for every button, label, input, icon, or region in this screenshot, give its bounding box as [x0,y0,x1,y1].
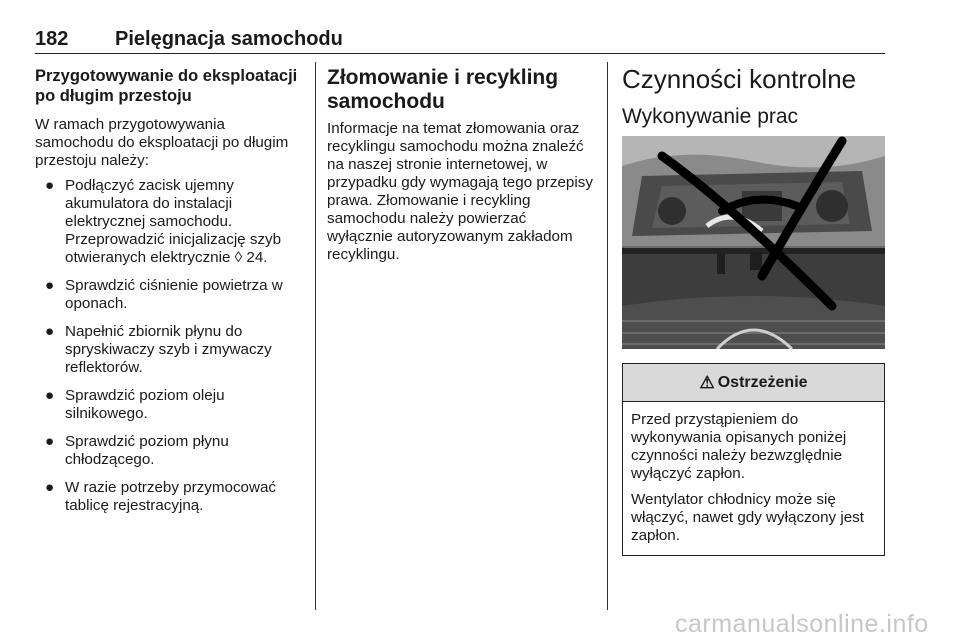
engine-bay-illustration [622,136,885,349]
engine-bay-photo [622,136,885,349]
section-heading: Wykonywanie prac [622,105,799,128]
warning-triangle-icon: ⚠ [699,372,715,392]
list-item: ● Sprawdzić poziom oleju silnikowego. [45,387,225,422]
list-item: ● Sprawdzić poziom płynu chłodzącego. [45,433,229,468]
list-item: ● W razie potrzeby przymocować tablicę rejestracyjną. [45,479,277,514]
intro-paragraph: W ramach przygotowywania samochodu do eksploatacji po długim przestoju należy: [35,116,289,169]
list-item: ● Napełnić zbiornik płynu do spryskiwaczy szyb i zmywaczy reflektorów. [45,323,272,376]
page-header [35,28,885,54]
warning-header [623,364,884,402]
column-1 [35,66,303,525]
watermark: carmanualsonline.info [675,610,929,638]
warning-title: Ostrzeżenie [717,373,808,391]
body-paragraph: Informacje na temat złomowania oraz recyklingu samochodu można znaleźć na naszej stronie internetowej, w przypadku gdy wymagają tego przepisy prawa. Złomowanie i recykling samochodu należy powierzać wyłącznie autoryzowanym zakładom recyklingu. [327,120,593,263]
chapter-heading: Czynności kontrolne [622,64,857,94]
column-divider-1 [315,62,316,610]
section-heading: Przygotowywanie do eksploatacji po długim przestoju [35,67,298,105]
page-title: Pielęgnacja samochodu [115,28,343,50]
list-item: ● Sprawdzić ciśnienie powietrza w oponach. [45,277,283,312]
section-heading: Złomowanie i recykling samochodu [327,66,559,113]
page-number: 182 [35,28,69,50]
column-2 [327,66,595,264]
checklist [35,177,303,515]
warning-box [622,363,885,556]
column-3 [622,64,887,556]
warning-body [623,402,884,555]
warning-paragraph: Wentylator chłodnicy może się włączyć, nawet gdy wyłączony jest zapłon. [631,491,864,544]
list-item: ● Podłączyć zacisk ujemny akumulatora do instalacji elektrycznej samochodu. Przeprowadzić inicjalizację szyb otwieranych elektrycznie ◊ 24. [45,177,282,266]
warning-paragraph: Przed przystąpieniem do wykonywania opisanych poniżej czynności należy bezwzględnie wyłączyć zapłon. [631,411,847,482]
column-divider-2 [607,62,608,610]
